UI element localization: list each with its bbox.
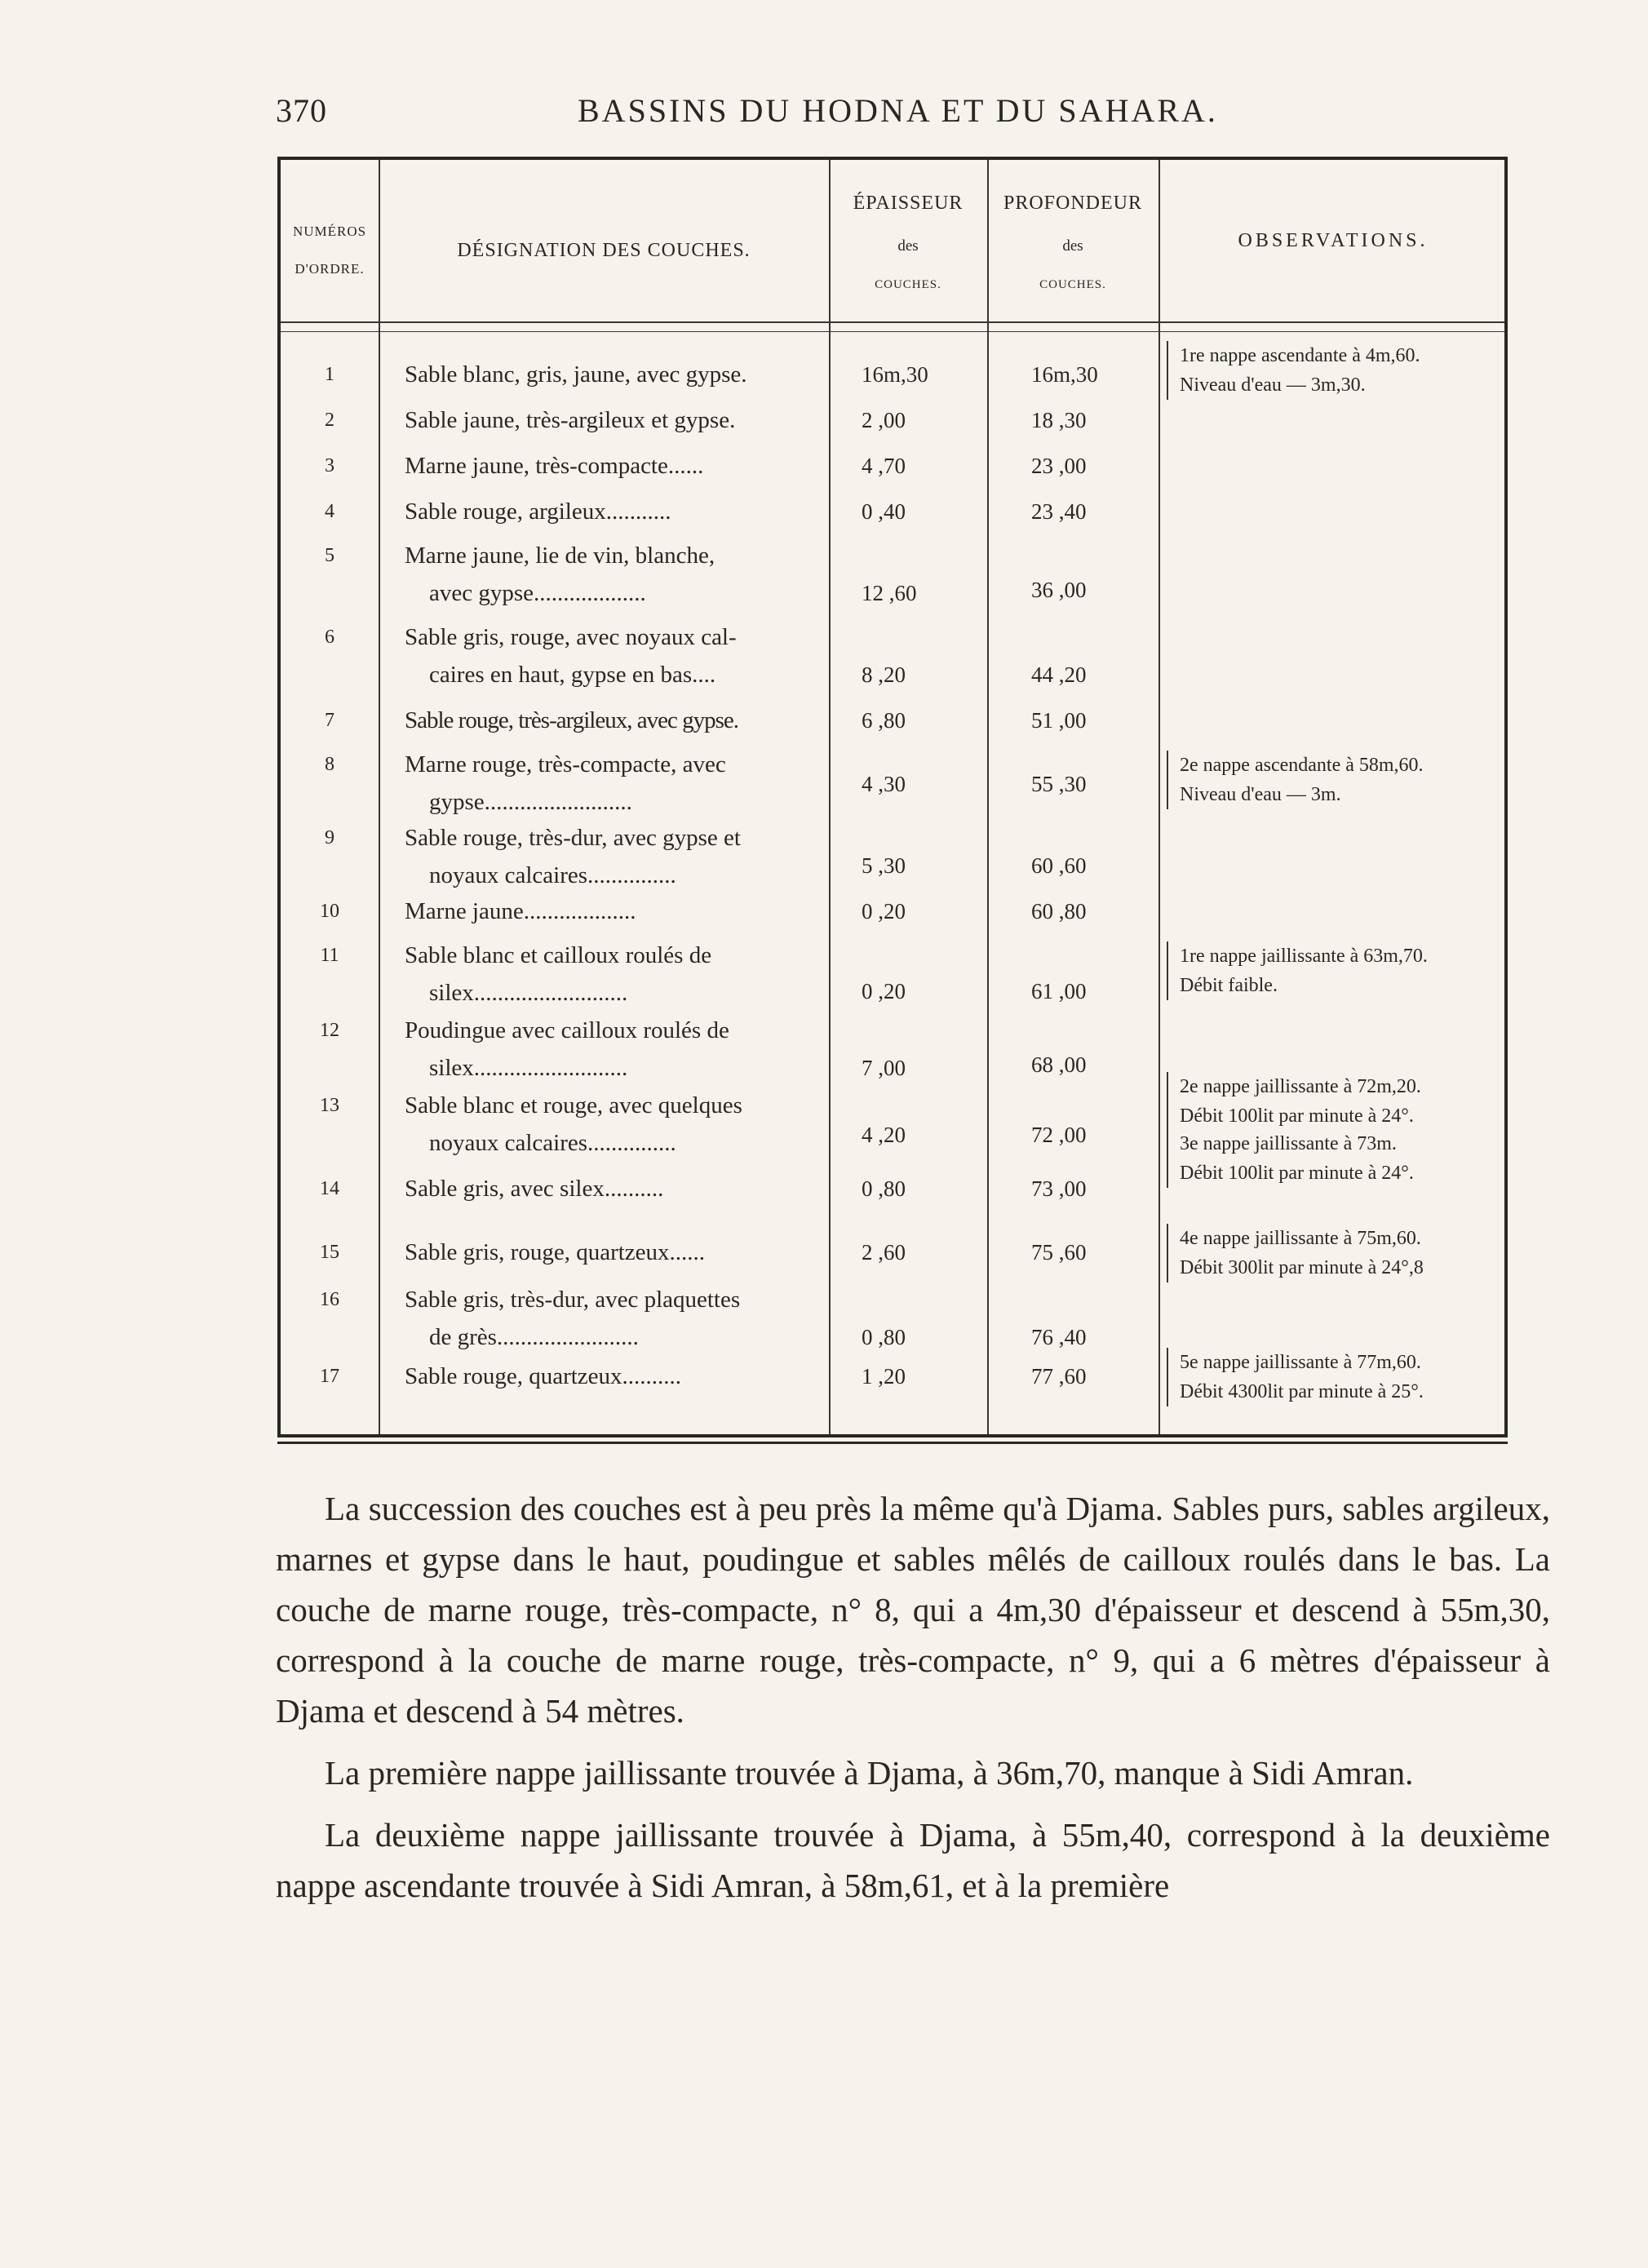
row-3-desig: Marne jaune, très-compacte...... [405, 453, 704, 479]
row-4-num: 4 [325, 501, 334, 522]
row-17-ep: 1 ,20 [862, 1364, 906, 1389]
row-14-num: 14 [320, 1178, 339, 1199]
observation-2: 2e nappe ascendante à 58m,60. Niveau d'eau — 3m. [1173, 751, 1508, 809]
observation-6: 4e nappe jaillissante à 75m,60. Débit 300lit par minute à 24°,8 [1173, 1224, 1508, 1282]
row-12-desig: Poudingue avec cailloux roulés de silex.......................... [405, 1017, 729, 1081]
row-5-ep: 12 ,60 [862, 581, 917, 605]
row-7-ep: 6 ,80 [862, 708, 906, 733]
row-14-pr: 73 ,00 [1031, 1176, 1087, 1201]
row-13-ep: 4 ,20 [862, 1123, 906, 1147]
row-5-pr: 36 ,00 [1031, 578, 1087, 602]
row-2-ep: 2 ,00 [862, 408, 906, 432]
row-15-ep: 2 ,60 [862, 1240, 906, 1265]
running-title: BASSINS DU HODNA ET DU SAHARA. [578, 92, 1218, 129]
row-9-num: 9 [325, 827, 334, 848]
row-9-pr: 60 ,60 [1031, 853, 1087, 878]
row-5-num: 5 [325, 545, 334, 566]
row-6-desig: Sable gris, rouge, avec noyaux cal- caires en haut, gypse en bas.... [405, 624, 737, 688]
row-8-ep: 4 ,30 [862, 772, 906, 796]
row-11-ep: 0 ,20 [862, 979, 906, 1003]
row-6-num: 6 [325, 627, 334, 648]
row-17-desig: Sable rouge, quartzeux.......... [405, 1363, 682, 1389]
row-9-desig: Sable rouge, très-dur, avec gypse et noyaux calcaires............... [405, 825, 741, 888]
row-8-pr: 55 ,30 [1031, 772, 1087, 796]
header-rule [281, 321, 1504, 323]
column-divider [829, 160, 831, 1434]
row-15-pr: 75 ,60 [1031, 1240, 1087, 1265]
row-9-ep: 5 ,30 [862, 853, 906, 878]
row-1-pr: 16m,30 [1031, 362, 1098, 387]
row-2-desig: Sable jaune, très-argileux et gypse. [405, 407, 736, 433]
row-17-pr: 77 ,60 [1031, 1364, 1087, 1389]
page-header [276, 91, 1548, 140]
row-7-desig: Sable rouge, très-argileux, avec gypse. [405, 707, 738, 733]
row-10-num: 10 [320, 901, 339, 922]
row-16-desig: Sable gris, très-dur, avec plaquettes de grès........................ [405, 1287, 741, 1350]
page-number: 370 [276, 92, 327, 129]
row-4-pr: 23 ,40 [1031, 499, 1087, 524]
row-3-pr: 23 ,00 [1031, 454, 1087, 478]
row-13-pr: 72 ,00 [1031, 1123, 1087, 1147]
header-rule-thin [281, 331, 1504, 332]
paragraph-1: La succession des couches est à peu près la même qu'à Djama. Sables purs, sables argileux, marnes et gypse dans le haut, poudingue et sables mêlés de cailloux roulés dans le bas. La couche de marne rouge, très-compacte, n° 8, qui a 4m,30 d'épaisseur et descend à 55m,30, correspond à la couche de marne rouge, très-compacte, n° 9, qui a 6 mètres d'épaisseur à Djama et descend à 54 mètres. [276, 1490, 1550, 1730]
row-12-num: 12 [320, 1020, 339, 1041]
row-8-num: 8 [325, 754, 334, 775]
observation-3: 1re nappe jaillissante à 63m,70. Débit faible. [1173, 941, 1508, 1000]
row-11-desig: Sable blanc et cailloux roulés de silex.......................... [405, 942, 712, 1006]
header-profondeur: PROFONDEUR des COUCHES. [1003, 193, 1143, 291]
column-divider [987, 160, 989, 1434]
row-13-desig: Sable blanc et rouge, avec quelques noyaux calcaires............... [405, 1092, 742, 1156]
row-16-ep: 0 ,80 [862, 1325, 906, 1349]
row-1-num: 1 [325, 364, 334, 385]
row-2-pr: 18 ,30 [1031, 408, 1087, 432]
row-6-ep: 8 ,20 [862, 662, 906, 687]
observation-1: 1re nappe ascendante à 4m,60. Niveau d'eau — 3m,30. [1173, 341, 1508, 400]
row-3-num: 3 [325, 455, 334, 476]
row-4-ep: 0 ,40 [862, 499, 906, 524]
column-divider [379, 160, 380, 1434]
observation-7: 5e nappe jaillissante à 77m,60. Débit 4300lit par minute à 25°. [1173, 1348, 1508, 1406]
row-15-num: 15 [320, 1242, 339, 1263]
row-14-ep: 0 ,80 [862, 1176, 906, 1201]
row-4-desig: Sable rouge, argileux........... [405, 498, 671, 525]
row-1-desig: Sable blanc, gris, jaune, avec gypse. [405, 361, 747, 388]
column-divider [1158, 160, 1160, 1434]
row-10-ep: 0 ,20 [862, 899, 906, 924]
row-17-num: 17 [320, 1366, 339, 1387]
row-12-pr: 68 ,00 [1031, 1052, 1087, 1077]
row-5-desig: Marne jaune, lie de vin, blanche, avec gypse................... [405, 543, 715, 606]
row-16-num: 16 [320, 1289, 339, 1310]
header-numeros: NUMÉROS D'ORDRE. [292, 224, 367, 277]
observation-5: 3e nappe jaillissante à 73m. Débit 100lit par minute à 24°. [1173, 1129, 1508, 1188]
row-12-ep: 7 ,00 [862, 1056, 906, 1080]
paragraph-2: La première nappe jaillissante trouvée à Djama, à 36m,70, manque à Sidi Amran. [325, 1754, 1414, 1792]
paragraph-3: La deuxième nappe jaillissante trouvée à Djama, à 55m,40, correspond à la deuxième nappe ascendante trouvée à Sidi Amran, à 58m,61, et à la première [276, 1816, 1550, 1904]
row-14-desig: Sable gris, avec silex.......... [405, 1176, 664, 1202]
row-6-pr: 44 ,20 [1031, 662, 1087, 687]
header-epaisseur: ÉPAISSEUR des COUCHES. [853, 193, 964, 291]
row-13-num: 13 [320, 1095, 339, 1116]
row-3-ep: 4 ,70 [862, 454, 906, 478]
observation-4: 2e nappe jaillissante à 72m,20. Débit 100lit par minute à 24°. [1173, 1072, 1508, 1131]
header-observations: OBSERVATIONS. [1238, 230, 1429, 251]
row-15-desig: Sable gris, rouge, quartzeux...... [405, 1239, 706, 1265]
row-1-ep: 16m,30 [862, 362, 928, 387]
body-text [276, 1483, 1550, 1922]
row-7-pr: 51 ,00 [1031, 708, 1087, 733]
row-10-pr: 60 ,80 [1031, 899, 1087, 924]
row-16-pr: 76 ,40 [1031, 1325, 1087, 1349]
row-11-num: 11 [320, 945, 339, 966]
strata-table [277, 157, 1508, 1437]
row-2-num: 2 [325, 410, 334, 431]
header-designation: DÉSIGNATION DES COUCHES. [457, 240, 751, 261]
row-8-desig: Marne rouge, très-compacte, avec gypse......................... [405, 751, 726, 815]
row-10-desig: Marne jaune................... [405, 898, 636, 924]
row-7-num: 7 [325, 710, 334, 731]
row-11-pr: 61 ,00 [1031, 979, 1087, 1003]
